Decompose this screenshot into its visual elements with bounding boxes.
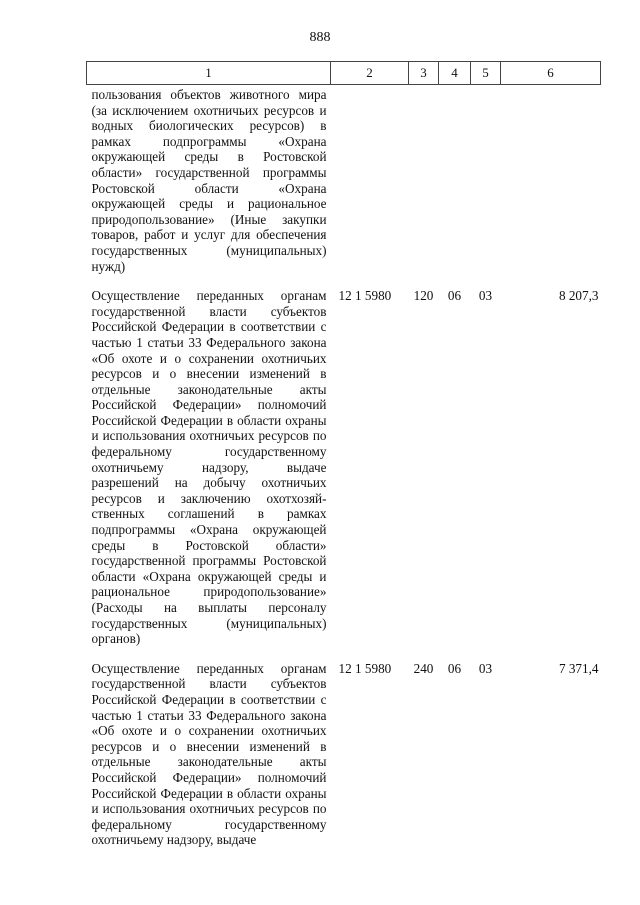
- row-expense-type: 120: [413, 288, 434, 304]
- table-header: [87, 62, 601, 85]
- row-amount: 8 207,3: [558, 288, 599, 304]
- table-row: [87, 85, 601, 283]
- page-number: 888: [309, 30, 331, 45]
- row-subsection: 03: [478, 660, 493, 676]
- row-subsection: [471, 85, 501, 283]
- column-header-3: 3: [409, 62, 439, 85]
- table-row: [87, 282, 601, 655]
- row-description: Осуществление переданных органам государственной власти субъектов Российской Федерации в соответствии с частью 1 статьи 33 Федерального закона «Об охоте и о сохранении охотничьих ресурсов и о внесении изменений в отдельные законодательные акты Российской Федерации» полномочий Российской Федерации в области охраны и использования охотничьих ресурсов по федеральному государственному охотничьему надзору, выдаче разрешений на добычу охотничьих ресурсов и заключению охотхозяйственных соглашений в рамках подпрограммы «Охрана окружающей среды в Ростовской области» государственной программы Ростовской области «Охрана окружающей среды и рациональное природопользование» (Расходы на выплаты персоналу государственных (муниципальных) органов): [91, 288, 327, 647]
- column-header-5: 5: [471, 62, 501, 85]
- row-section: 06: [447, 288, 462, 304]
- row-description: пользования объектов животного мира (за исключением охотничьих ресурсов и водных биологических ресурсов) в рамках подпрограммы «Охрана окружающей среды в Ростовской области» государственной программы Ростовской области «Охрана окружающей среды и рациональное природопользование» (Иные закупки товаров, работ и услуг для обеспечения государственных (муниципальных) нужд): [91, 87, 327, 274]
- column-header-1: 1: [87, 62, 331, 85]
- column-header-4: 4: [439, 62, 471, 85]
- row-target-code: 12 1 5980: [338, 288, 392, 304]
- header-row: [87, 62, 601, 85]
- row-section: 06: [447, 660, 462, 676]
- row-subsection: 03: [478, 288, 493, 304]
- row-section: [439, 85, 471, 283]
- table-body: [87, 85, 601, 856]
- row-amount: 7 371,4: [558, 660, 599, 676]
- budget-table: [86, 61, 601, 856]
- row-expense-type: [409, 85, 439, 283]
- row-target-code: 12 1 5980: [338, 660, 392, 676]
- row-amount: [501, 85, 601, 283]
- row-description: Осуществление переданных органам государственной власти субъектов Российской Федерации в соответствии с частью 1 статьи 33 Федерального закона «Об охоте и о сохранении охотничьих ресурсов и о внесении изменений в отдельные законодательные акты Российской Федерации» полномочий Российской Федерации в области охраны и использования охотничьих ресурсов по федеральному государственному охотничьему надзору, выдаче: [91, 660, 327, 848]
- row-target-code: [331, 85, 409, 283]
- table-row: [87, 655, 601, 856]
- column-header-6: 6: [501, 62, 601, 85]
- row-expense-type: 240: [413, 660, 434, 676]
- column-header-2: 2: [331, 62, 409, 85]
